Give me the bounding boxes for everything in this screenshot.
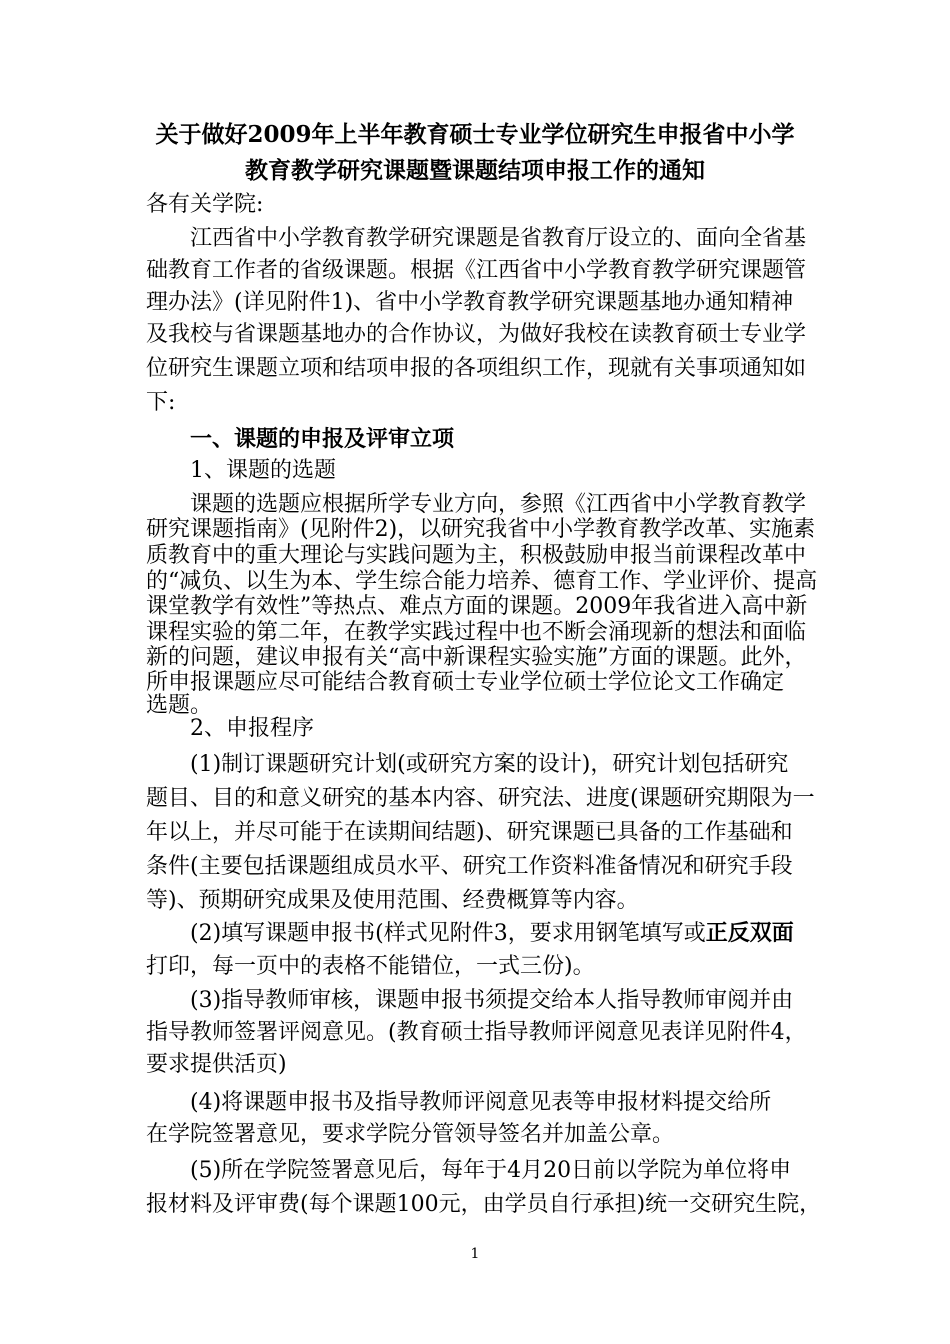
paragraph-line: 课程实验的第二年，在教学实践过程中也不断会涌现新的想法和面临 — [146, 620, 807, 645]
step-line: 在学院签署意见，要求学院分管领导签名并加盖公章。 — [146, 1122, 675, 1147]
step-line: 要求提供活页) — [146, 1052, 287, 1077]
step-line: (5)所在学院签署意见后，每年于4月20日前以学院为单位将申 — [190, 1158, 792, 1183]
paragraph-line: 新的问题，建议申报有关“高中新课程实验实施”方面的课题。此外， — [146, 645, 807, 670]
step-line: 等)、预期研究成果及使用范围、经费概算等内容。 — [146, 888, 639, 913]
step-line: 条件(主要包括课题组成员水平、研究工作资料准备情况和研究手段 — [146, 854, 793, 879]
intro-line: 江西省中小学教育教学研究课题是省教育厅设立的、面向全省基 — [190, 226, 807, 251]
step-line — [190, 918, 810, 949]
page-number: 1 — [470, 1246, 480, 1262]
section-heading: 一、课题的申报及评审立项 — [190, 426, 455, 452]
step-line: (1)制订课题研究计划(或研究方案的设计)，研究计划包括研究 — [190, 752, 789, 777]
salutation: 各有关学院: — [146, 192, 264, 217]
step-line: (3)指导教师审核，课题申报书须提交给本人指导教师审阅并由 — [190, 988, 794, 1013]
step-line: 指导教师签署评阅意见。(教育硕士指导教师评阅意见表详见附件4， — [146, 1020, 807, 1045]
doc-title-line-1: 关于做好2009年上半年教育硕士专业学位研究生申报省中小学 — [155, 121, 795, 148]
intro-line: 下: — [146, 390, 176, 415]
paragraph-line: 课堂教学有效性”等热点、难点方面的课题。2009年我省进入高中新 — [146, 594, 808, 619]
paragraph-line: 质教育中的重大理论与实践问题为主，积极鼓励申报当前课程改革中 — [146, 543, 807, 568]
step-line: 报材料及评审费(每个课题100元，由学员自行承担)统一交研究生院， — [146, 1192, 822, 1217]
paragraph-line: 研究课题指南》(见附件2)，以研究我省中小学教育教学改革、实施素 — [146, 517, 816, 542]
step-line: 打印，每一页中的表格不能错位，一式三份)。 — [146, 954, 595, 979]
step-line: 年以上，并尽可能于在读期间结题)、研究课题已具备的工作基础和 — [146, 820, 793, 845]
subsection-heading: 2、申报程序 — [190, 716, 314, 741]
subsection-heading: 1、课题的选题 — [190, 458, 336, 483]
intro-line: 理办法》(详见附件1)、省中小学教育教学研究课题基地办通知精神 — [146, 290, 794, 315]
doc-title-line-2: 教育教学研究课题暨课题结项申报工作的通知 — [245, 157, 705, 184]
paragraph-line: 所申报课题应尽可能结合教育硕士专业学位硕士学位论文工作确定 — [146, 670, 785, 695]
step-text: (2)填写课题申报书(样式见附件3，要求用钢笔填写或 — [190, 921, 706, 946]
paragraph-line: 选题。 — [146, 693, 213, 718]
intro-line: 及我校与省课题基地办的合作协议，为做好我校在读教育硕士专业学 — [146, 322, 807, 347]
emphasis-text: 正反双面 — [705, 920, 794, 946]
step-line: (4)将课题申报书及指导教师评阅意见表等申报材料提交给所 — [190, 1090, 772, 1115]
paragraph-line: 的“减负、以生为本、学生综合能力培养、德育工作、学业评价、提高 — [146, 569, 818, 594]
step-line: 题目、目的和意义研究的基本内容、研究法、进度(课题研究期限为一 — [146, 786, 815, 811]
paragraph-line: 课题的选题应根据所学专业方向，参照《江西省中小学教育教学 — [190, 492, 807, 517]
intro-line: 位研究生课题立项和结项申报的各项组织工作，现就有关事项通知如 — [146, 356, 807, 381]
intro-line: 础教育工作者的省级课题。根据《江西省中小学教育教学研究课题管 — [146, 258, 807, 283]
